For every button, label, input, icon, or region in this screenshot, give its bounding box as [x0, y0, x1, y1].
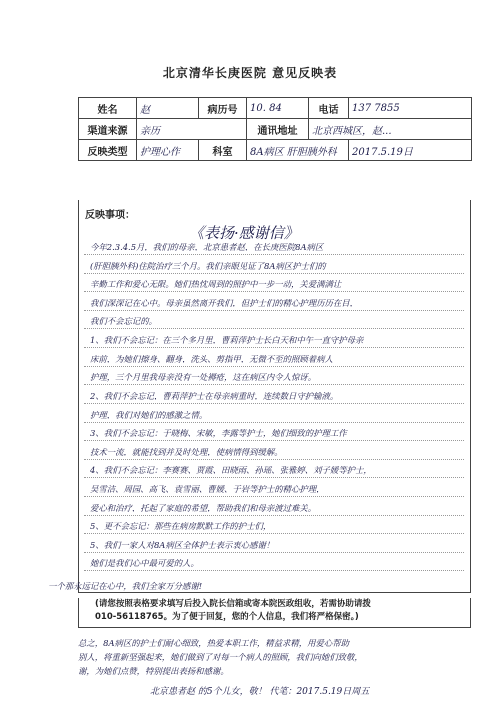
feedback-type-field[interactable]: 护理心作 — [137, 140, 199, 161]
ruled-line — [84, 403, 464, 404]
feedback-type-label: 反映类型 — [79, 140, 137, 161]
ruled-line — [84, 384, 464, 385]
ruled-line — [84, 273, 464, 274]
ruled-line — [84, 366, 464, 367]
letter-heading: 《表扬·感谢信》 — [189, 224, 299, 242]
handwritten-line: 5、更不会忘记：那些在病房默默工作的护士们， — [90, 522, 272, 531]
closing-line: 谢，为她们点赞，特别提出表扬和感谢。 — [78, 666, 229, 676]
margin-note: 一个那永远记在心中，我们全家万分感谢! — [48, 581, 203, 591]
handwritten-line: 技术一流，就能找到并及时处理，使病情得到缓解。 — [90, 447, 283, 457]
handwritten-line: 爱心和治疗，托起了家庭的希望，帮助我们和母亲渡过难关。 — [90, 503, 317, 512]
ruled-line — [84, 552, 464, 553]
handwritten-line: 护理，三个月里我母亲没有一处褥疮，这在病区内令人惊讶。 — [90, 373, 317, 382]
ruled-line — [84, 328, 464, 329]
handwritten-line: 我们不会忘记的。 — [90, 317, 157, 326]
address-field[interactable]: 北京西城区，赵... — [309, 119, 472, 140]
handwritten-line: 床前，为她们擦身、翻身，洗头、剪指甲，无微不至的照顾着病人 — [90, 354, 333, 364]
ruled-line — [84, 477, 464, 478]
channel-field[interactable]: 亲历 — [137, 119, 247, 140]
ruled-line — [84, 291, 464, 292]
handwritten-line: (肝胆胰外科)住院治疗三个月。我们亲眼见证了8A病区护士们的 — [90, 261, 326, 271]
handwritten-line: 我们深深记在心中。母亲虽然离开我们，但护士们的精心护理历历在目， — [90, 298, 358, 308]
ruled-line — [84, 515, 464, 516]
handwritten-line: 今年2.3.4.5月，我们的母亲，北京患者赵，在长庚医院8A病区 — [90, 243, 324, 252]
handwritten-line: 3、我们不会忘记：于晓梅、宋敏，李露等护士，她们细致的护理工作 — [90, 429, 347, 438]
ruled-line — [84, 496, 464, 497]
closing-line: 别人，将重新坚强起来，她们做到了对每一个病人的照顾，我们向她们致敬， — [78, 652, 363, 662]
ruled-line — [84, 459, 464, 460]
ruled-line — [84, 310, 464, 311]
handwritten-line: 辛勤工作和爱心无限。她们热忱周到的照护中一步一动，关爱满满让 — [90, 280, 342, 289]
ruled-line — [84, 570, 464, 571]
feedback-form — [78, 97, 472, 161]
handwritten-line: 她们是我们心中最可爱的人。 — [90, 559, 199, 568]
signature-line: 北京患者赵 的5个儿女，敬！ 代笔：2017.5.19日周五 — [150, 687, 370, 697]
name-field[interactable]: 赵 — [137, 98, 199, 119]
handwritten-line: 5、我们一家人对8A病区全体护士表示衷心感谢！ — [90, 540, 275, 550]
ruled-line — [84, 533, 464, 534]
handwritten-line: 4、我们不会忘记：李赛赛、贾霞、田晓雨、孙瑶、张雅婷、刘子媛等护士， — [90, 466, 372, 475]
closing-line: 总之，8A病区的护士们耐心细致，热爱本职工作，精益求精，用爱心帮助 — [78, 638, 349, 648]
channel-label: 渠道来源 — [79, 119, 137, 140]
department-field[interactable]: 8A病区 肝胆胰外科 — [247, 140, 349, 161]
phone-label: 电话 — [309, 98, 349, 119]
notice-text — [95, 598, 455, 624]
address-label: 通讯地址 — [247, 119, 309, 140]
ruled-line — [84, 440, 464, 441]
name-label: 姓名 — [79, 98, 137, 119]
document-title: 北京清华长庚医院 意见反映表 — [162, 66, 338, 80]
handwritten-line: 2、我们不会忘记，曹莉萍护士在母亲病重时，连续数日守护输液。 — [90, 391, 339, 401]
ruled-line — [84, 347, 464, 348]
ruled-line — [84, 254, 464, 255]
handwritten-line: 吴雪洁、周园、高飞、袁雪丽、曹媛、于岩等护士的精心护理， — [90, 484, 325, 494]
ruled-line — [84, 422, 464, 423]
department-label: 科室 — [199, 140, 247, 161]
date-field[interactable]: 2017.5.19日 — [349, 140, 472, 161]
notice-line: 010-56118765。为了便于回复，您的个人信息，我们将严格保密。) — [95, 612, 359, 622]
comments-label: 反映事项： — [85, 210, 135, 221]
handwritten-line: 护理，我们对她们的感激之情。 — [90, 410, 208, 419]
phone-field[interactable]: 137 7855 — [349, 98, 472, 119]
record-number-label: 病历号 — [199, 98, 247, 119]
record-number-field[interactable]: 10. 84 — [247, 98, 309, 119]
notice-line: (请您按照表格要求填写后投入院长信箱或寄本院医政组收，若需协助请拨 — [95, 599, 371, 609]
handwritten-line: 1、我们不会忘记：在三个多月里，曹莉萍护士长白天和中午一直守护母亲 — [90, 336, 364, 345]
